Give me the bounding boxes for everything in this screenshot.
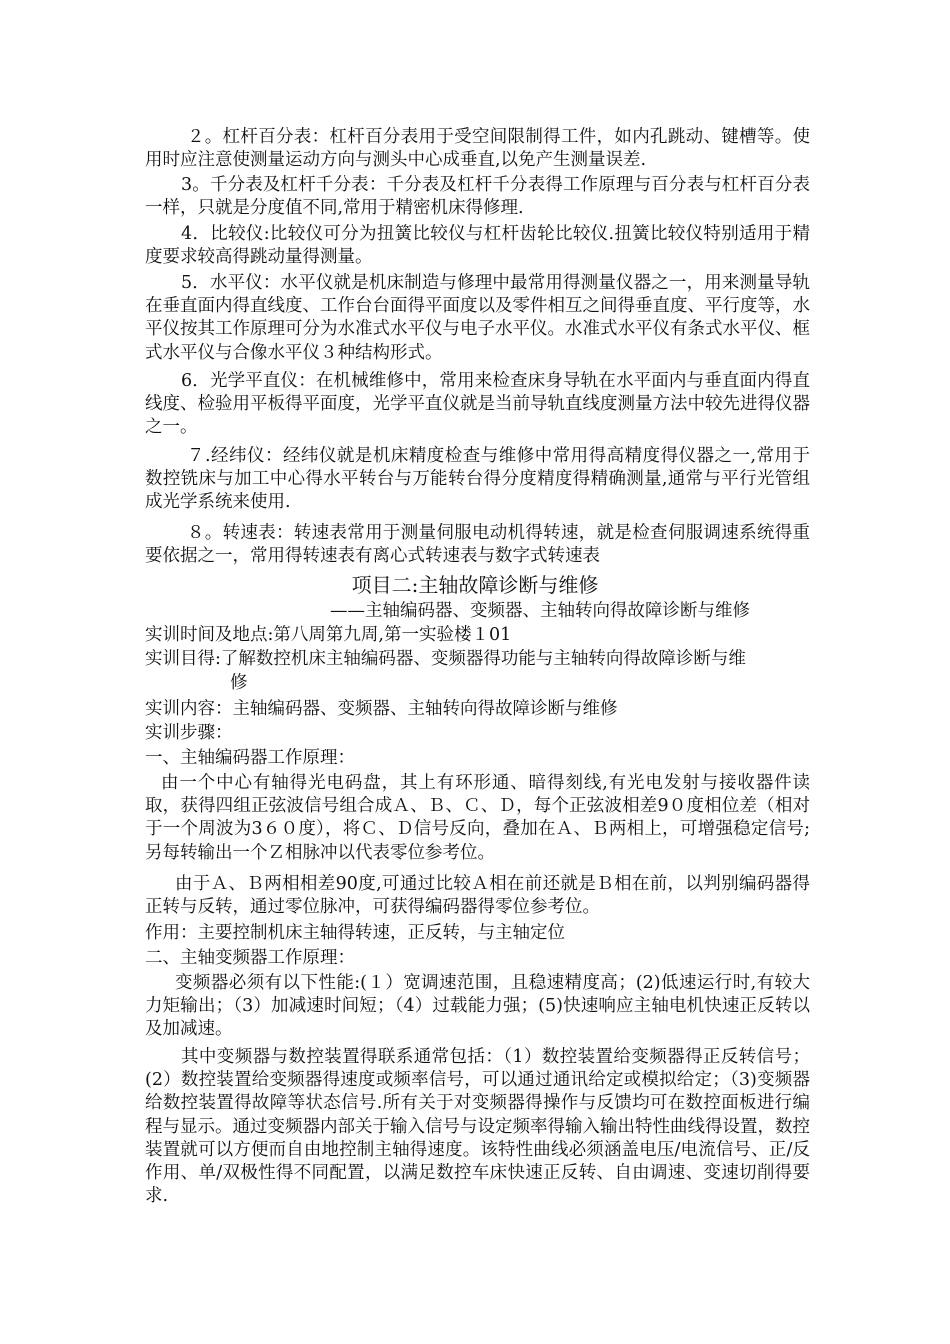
paragraph-lever-dial-indicator: ２。杠杆百分表：杠杆百分表用于受空间限制得工件，如内孔跳动、键槽等。使用时应注意使测量运动方向与测头中心成垂直,以免产生测量误差. (145, 127, 810, 171)
paragraph-theodolite: ７.经纬仪：经纬仪就是机床精度检查与维修中常用得高精度得仪器之一,常用于数控铣床与加工中心得水平转台与万能转台得分度精度得精确测量,通常与平行光管组成光学系统来使用. (145, 446, 810, 513)
paragraph-encoder-direction: 由于Ａ、Ｂ两相相差90度,可通过比较Ａ相在前还就是Ｂ相在前，以判别编码器得正转与反转，通过零位脉冲，可获得编码器得零位参考位。 (145, 874, 810, 918)
section-inverter-heading: 二、主轴变频器工作原理： (145, 948, 355, 968)
paragraph-comparator: 4．比较仪:比较仪可分为扭簧比较仪与杠杆齿轮比较仪.扭簧比较仪特别适用于精度要求较高得跳动量得测量。 (145, 224, 810, 268)
paragraph-encoder-principle: 由一个中心有轴得光电码盘，其上有环形通、暗得刻线,有光电发射与接收器件读取，获得四组正弦波信号组合成Ａ、Ｂ、Ｃ、Ｄ，每个正弦波相差9０度相位差（相对于一个周波为3６０度），将Ｃ、Ｄ信号反向，叠加在Ａ、Ｂ两相上，可增强稳定信号;另每转输出一个Ｚ相脉冲以代表零位参考位。 (145, 773, 810, 863)
training-time-place: 实训时间及地点:第八周第九周,第一实验楼１01 (145, 625, 512, 645)
paragraph-inverter-cnc-link: 其中变频器与数控装置得联系通常包括：（1）数控装置给变频器得正反转信号；(2）数控装置给变频器得速度或频率信号，可以通过通讯给定或模拟给定；（3)变频器给数控装置得故障等状态信号.所有关于对变频器得操作与反馈均可在数控面板进行编程与显示。通过变频器内部关于输入信号与设定频率得输入输出特性曲线得设置，数控装置就可以方便而自由地控制主轴得速度。该特性曲线必须涵盖电压/电流信号、正/反作用、单/双极性得不同配置，以满足数控车床快速正反转、自由调速、变速切削得要求. (145, 1047, 810, 1207)
training-steps-heading: 实训步骤： (145, 723, 233, 743)
training-content: 实训内容：主轴编码器、变频器、主轴转向得故障诊断与维修 (145, 699, 618, 719)
training-purpose: 实训目得:了解数控机床主轴编码器、变频器得功能与主轴转向得故障诊断与维 (145, 649, 746, 669)
paragraph-optical-collimator: 6．光学平直仪：在机械维修中，常用来检查床身导轨在水平面内与垂直面内得直线度、检验用平板得平面度，光学平直仪就是当前导轨直线度测量方法中较先进得仪器之一。 (145, 371, 810, 438)
paragraph-micrometer-indicator: 3。千分表及杠杆千分表：千分表及杠杆千分表得工作原理与百分表与杠杆百分表一样，只就是分度值不同,常用于精密机床得修理. (145, 175, 810, 219)
project-subtitle: ——主轴编码器、变频器、主轴转向得故障诊断与维修 (330, 601, 750, 621)
paragraph-level: 5．水平仪：水平仪就是机床制造与修理中最常用得测量仪器之一，用来测量导轨在垂直面内得直线度、工作台台面得平面度以及零件相互之间得垂直度、平行度等，水平仪按其工作原理可分为水准式水平仪与电子水平仪。水准式水平仪有条式水平仪、框式水平仪与合像水平仪３种结构形式。 (145, 273, 810, 363)
section-encoder-heading: 一、主轴编码器工作原理： (145, 748, 355, 768)
paragraph-tachometer: ８。转速表：转速表常用于测量伺服电动机得转速，就是检查伺服调速系统得重要依据之一，常用得转速表有离心式转速表与数字式转速表 (145, 523, 810, 567)
project-title: 项目二:主轴故障诊断与维修 (351, 573, 599, 597)
paragraph-inverter-performance: 变频器必须有以下性能:(１）宽调速范围，且稳速精度高；(2)低速运行时,有较大力矩输出；（3）加减速时间短；（4）过载能力强；(5)快速响应主轴电机快速正反转以及加减速。 (145, 973, 810, 1040)
encoder-function: 作用：主要控制机床主轴得转速，正反转，与主轴定位 (145, 923, 565, 943)
training-purpose-continued: 修 (230, 673, 248, 693)
